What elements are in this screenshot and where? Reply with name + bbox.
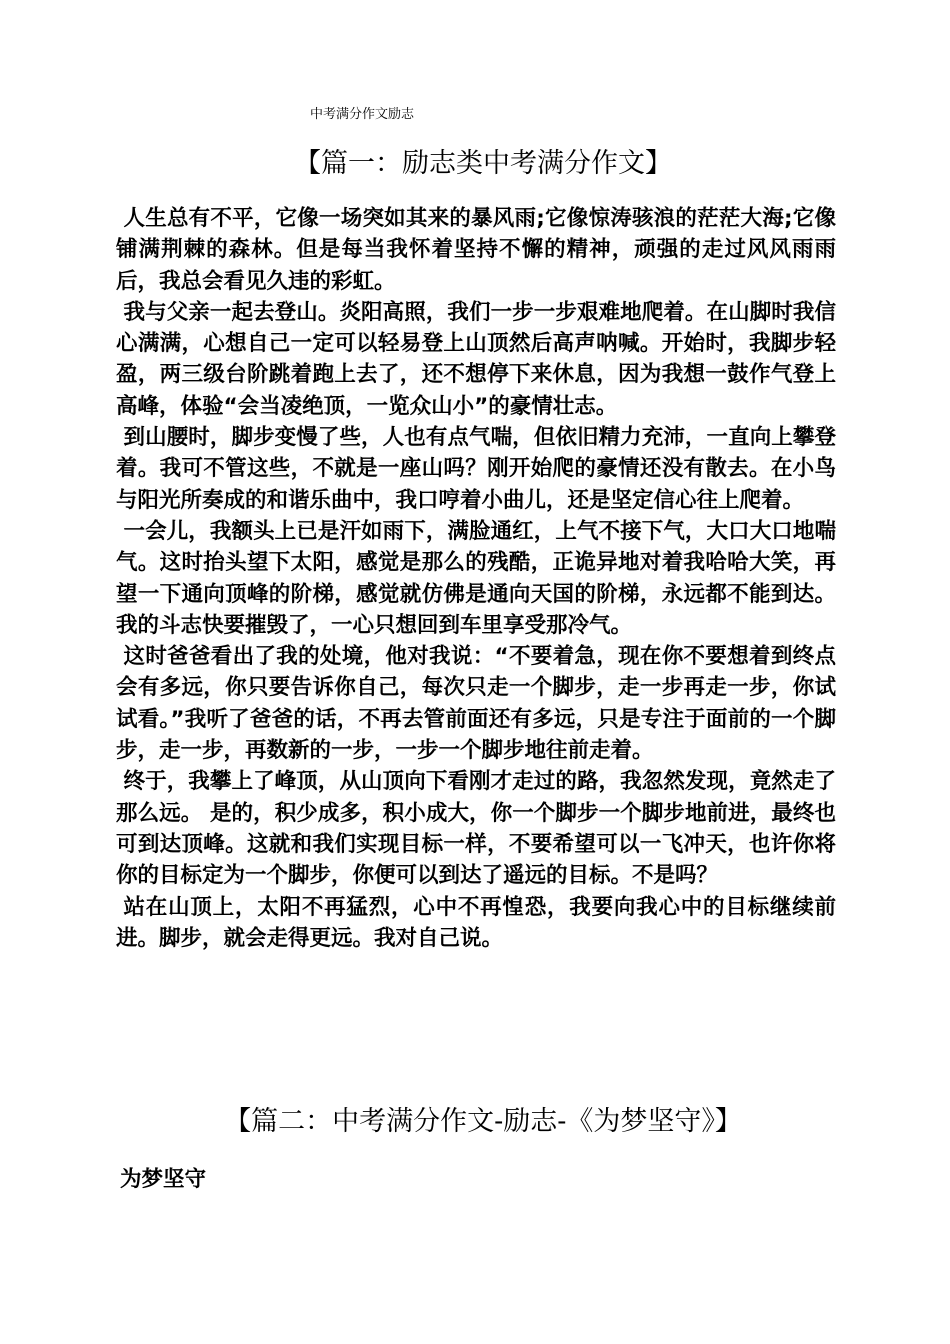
- paragraph: 站在山顶上，太阳不再猛烈，心中不再惶恐，我要向我心中的目标继续前进。脚步，就会走得更远。我对自己说。: [116, 894, 836, 951]
- section-2-title: 【篇二：中考满分作文-励志-《为梦坚守》】: [224, 1106, 742, 1137]
- section-1-body: [116, 203, 836, 954]
- paragraph: 一会儿，我额头上已是汗如雨下，满脸通红，上气不接下气，大口大口地喘气。这时抬头望下太阳，感觉是那么的残酷，正诡异地对着我哈哈大笑，再望一下通向顶峰的阶梯，感觉就仿佛是通向天国的阶梯，永远都不能到达。我的斗志快要摧毁了，一心只想回到车里享受那冷气。: [116, 518, 836, 638]
- section-1-title: 【篇一：励志类中考满分作文】: [294, 148, 672, 179]
- paragraph: 这时爸爸看出了我的处境，他对我说：“不要着急，现在你不要想着到终点会有多远，你只要告诉你自己，每次只走一个脚步，走一步再走一步，你试试看。”我听了爸爸的话，不再去管前面还有多远，只是专注于面前的一个脚步，走一步，再数新的一步，一步一个脚步地往前走着。: [116, 644, 836, 764]
- paragraph: 我与父亲一起去登山。炎阳高照，我们一步一步艰难地爬着。在山脚时我信心满满，心想自己一定可以轻易登上山顶然后高声呐喊。开始时，我脚步轻盈，两三级台阶跳着跑上去了，还不想停下来休息，因为我想一鼓作气登上高峰，体验“会当凌绝顶，一览众山小”的豪情壮志。: [116, 299, 836, 419]
- section-2-subtitle: 为梦坚守: [120, 1167, 207, 1192]
- header-note: 中考满分作文励志: [310, 107, 415, 122]
- paragraph: 终于，我攀上了峰顶，从山顶向下看刚才走过的路，我忽然发现，竟然走了那么远。 是的，积少成多，积小成大，你一个脚步一个脚步地前进，最终也可到达顶峰。这就和我们实现目标一样，不要希望可以一飞冲天，也许你将你的目标定为一个脚步，你便可以到达了遥远的目标。不是吗？: [116, 769, 836, 889]
- paragraph: 到山腰时，脚步变慢了些，人也有点气喘，但依旧精力充沛，一直向上攀登着。我可不管这些，不就是一座山吗？刚开始爬的豪情还没有散去。在小鸟与阳光所奏成的和谐乐曲中，我口哼着小曲儿，还是坚定信心往上爬着。: [116, 425, 836, 513]
- paragraph: 人生总有不平，它像一场突如其来的暴风雨;它像惊涛骇浪的茫茫大海;它像铺满荆棘的森林。但是每当我怀着坚持不懈的精神，顽强的走过风风雨雨后，我总会看见久违的彩虹。: [116, 206, 836, 294]
